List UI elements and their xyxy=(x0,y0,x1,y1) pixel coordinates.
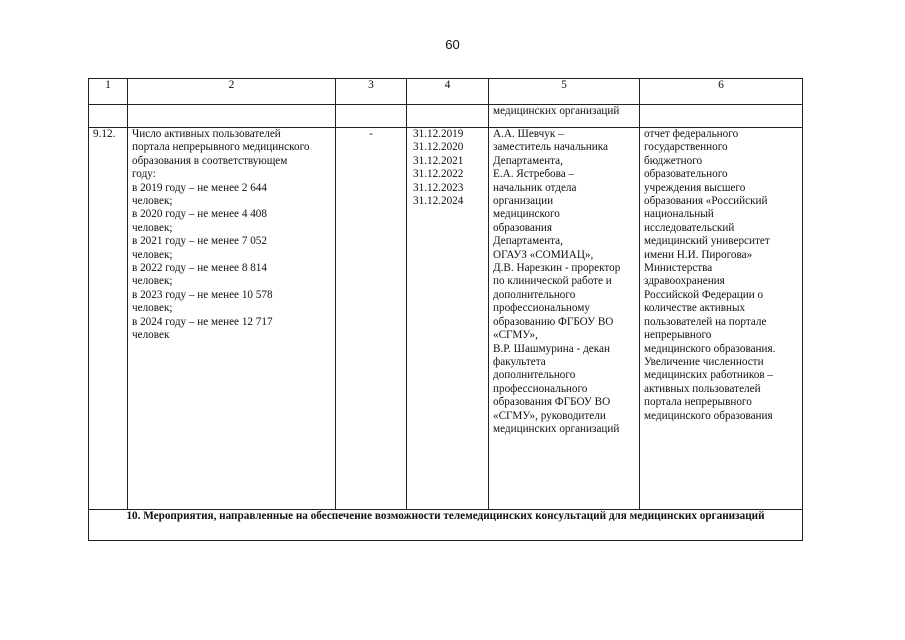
responsible-line: образованию ФГБОУ ВО xyxy=(493,315,614,328)
description-line: человек; xyxy=(132,221,173,234)
result-line: портала непрерывного xyxy=(644,396,752,409)
result-line: образования «Российский xyxy=(644,195,768,208)
deadline-dates xyxy=(407,128,489,510)
description-line: Число активных пользователей xyxy=(132,128,281,140)
deadline-date: 31.12.2019 xyxy=(413,128,464,140)
responsible-line: профессиональному xyxy=(493,302,590,315)
result-line: исследовательский xyxy=(644,221,735,234)
description-line: в 2019 году – не менее 2 644 xyxy=(132,181,267,194)
responsible-line: Д.В. Нарезкин - проректор xyxy=(493,262,621,275)
responsible-line: медицинских организаций xyxy=(493,422,620,435)
responsible-line: профессионального xyxy=(493,382,588,395)
result-line: национальный xyxy=(644,208,714,221)
responsible-line: дополнительного xyxy=(493,288,576,301)
plan-table xyxy=(88,78,803,541)
responsible-line: образования ФГБОУ ВО xyxy=(493,396,611,409)
section-title: 10. Мероприятия, направленные на обеспечение возможности телемедицинских консультаций для медицинских организаций xyxy=(89,510,803,541)
header-cell-1: 1 xyxy=(89,79,128,105)
description-line: портала непрерывного медицинского xyxy=(132,141,310,154)
result-description xyxy=(640,128,803,510)
responsible-line: А.А. Шевчук – xyxy=(493,128,564,140)
deadline-date: 31.12.2020 xyxy=(413,141,464,154)
responsible-line: В.Р. Шашмурина - декан xyxy=(493,342,610,355)
description-line: человек xyxy=(132,329,170,342)
responsible-line: образования xyxy=(493,221,553,234)
description-line: в 2021 году – не менее 7 052 xyxy=(132,235,267,248)
responsible-line: по клинической работе и xyxy=(493,275,612,288)
result-line: учреждения высшего xyxy=(644,181,746,194)
responsible-line: начальник отдела xyxy=(493,181,577,194)
description-line: в 2020 году – не менее 4 408 xyxy=(132,208,267,221)
result-line: имени Н.И. Пирогова» xyxy=(644,248,753,261)
result-line: пользователей на портале xyxy=(644,315,767,328)
responsible-line: ОГАУЗ «СОМИАЦ», xyxy=(493,248,594,261)
page-number: 60 xyxy=(445,37,460,52)
result-line: бюджетного xyxy=(644,154,703,167)
description-line: человек; xyxy=(132,275,173,288)
section-heading-row xyxy=(89,510,803,541)
continuation-row xyxy=(89,105,803,128)
responsible-line: организации xyxy=(493,195,554,208)
responsible-line: «СГМУ», xyxy=(493,329,538,342)
deadline-date: 31.12.2023 xyxy=(413,181,464,194)
result-line: Российской Федерации о xyxy=(644,288,764,301)
responsible-persons xyxy=(489,128,640,510)
header-row xyxy=(89,79,803,105)
header-cell-5: 5 xyxy=(489,79,640,105)
row-number: 9.12. xyxy=(89,128,128,510)
result-line: здравоохранения xyxy=(644,275,725,288)
description-line: человек; xyxy=(132,302,173,315)
result-line: Увеличение численности xyxy=(644,355,764,368)
result-line: непрерывного xyxy=(644,329,712,342)
header-cell-3: 3 xyxy=(336,79,407,105)
result-line: медицинский университет xyxy=(644,235,770,248)
col3-value: - xyxy=(336,128,407,510)
responsible-line: медицинского xyxy=(493,208,560,221)
deadline-date: 31.12.2022 xyxy=(413,168,464,181)
result-line: количестве активных xyxy=(644,302,746,315)
description-line: человек; xyxy=(132,248,173,261)
header-cell-2: 2 xyxy=(128,79,336,105)
responsible-line: заместитель начальника xyxy=(493,141,608,154)
header-cell-6: 6 xyxy=(640,79,803,105)
responsible-line: дополнительного xyxy=(493,369,576,382)
result-line: медицинского образования. xyxy=(644,342,776,355)
indicator-description xyxy=(128,128,336,510)
responsible-line: Е.А. Ястребова – xyxy=(493,168,575,181)
deadline-date: 31.12.2021 xyxy=(413,154,464,167)
responsible-line: Департамента, xyxy=(493,154,563,167)
result-line: образовательного xyxy=(644,168,728,181)
continuation-text: медицинских организаций xyxy=(489,105,640,128)
result-line: Министерства xyxy=(644,262,713,275)
header-cell-4: 4 xyxy=(407,79,489,105)
table-row xyxy=(89,128,803,510)
result-line: медицинских работников – xyxy=(644,369,774,382)
result-line: активных пользователей xyxy=(644,382,761,395)
description-line: человек; xyxy=(132,195,173,208)
responsible-line: «СГМУ», руководители xyxy=(493,409,606,422)
responsible-line: факультета xyxy=(493,355,546,368)
description-line: в 2022 году – не менее 8 814 xyxy=(132,262,267,275)
description-line: образования в соответствующем xyxy=(132,154,288,167)
responsible-line: Департамента, xyxy=(493,235,563,248)
result-line: отчет федерального xyxy=(644,128,739,140)
description-line: в 2023 году – не менее 10 578 xyxy=(132,288,273,301)
description-line: году: xyxy=(132,168,156,181)
result-line: медицинского образования xyxy=(644,409,773,422)
result-line: государственного xyxy=(644,141,728,154)
description-line: в 2024 году – не менее 12 717 xyxy=(132,315,273,328)
deadline-date: 31.12.2024 xyxy=(413,195,464,208)
